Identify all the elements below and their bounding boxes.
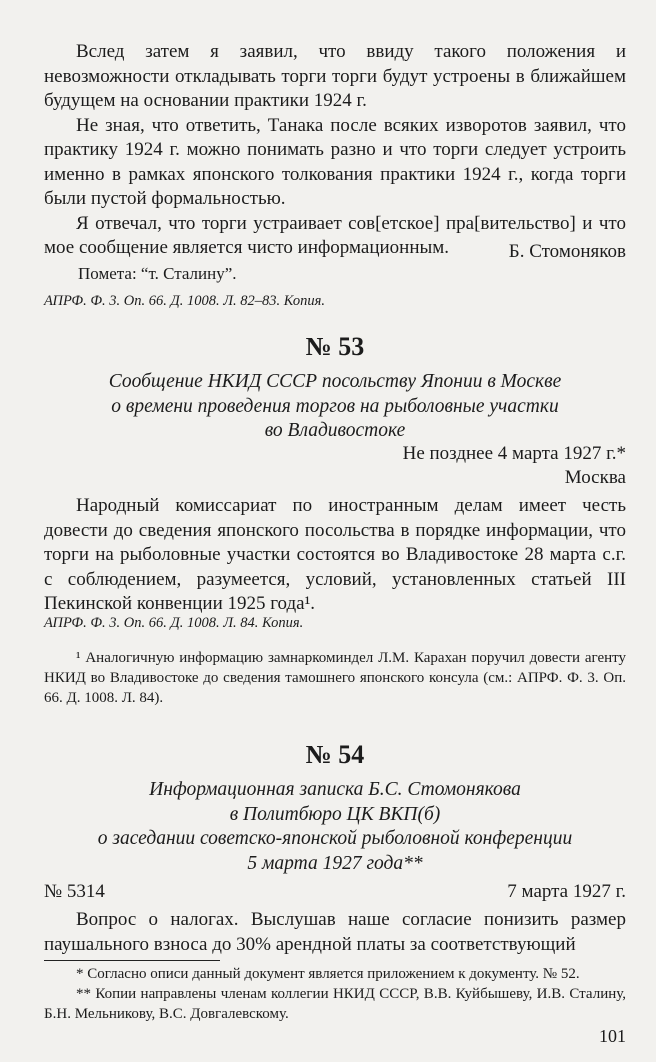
title-line: Сообщение НКИД СССР посольству Японии в Москве — [108, 371, 562, 392]
paragraph: Не зная, что ответить, Танака после всяких изворотов заявил, что практику 1924 г. можно понимать разно и что торги следует устроить именно в рамках японского толкования практики 1924 г., когда торги были пустой формальностью. — [44, 114, 626, 209]
registration-number: № 5314 — [44, 881, 105, 902]
title-line: о заседании советско-японской рыболовной конференции — [97, 828, 573, 849]
page-number: 101 — [599, 1026, 626, 1046]
footnote: ¹ Аналогичную информацию замнаркоминдел Л.М. Карахан поручил довести агенту НКИД во Владивостоке до сведения тамошнего японского консула (см.: АПРФ. Ф. 3. Оп. 66. Д. 1008. Л. 84). — [44, 650, 626, 706]
document-title — [44, 370, 626, 444]
signature: Б. Стомоняков — [508, 241, 626, 262]
document-number: № 54 — [305, 740, 365, 769]
document-place: Москва — [564, 467, 626, 488]
title-line: в Политбюро ЦК ВКП(б) — [229, 803, 441, 825]
document-number: № 53 — [305, 332, 365, 361]
title-line: 5 марта 1927 года** — [247, 852, 423, 874]
document-date: Не позднее 4 марта 1927 г.* — [402, 443, 626, 464]
document-meta-row — [44, 880, 626, 905]
footnote-rule — [44, 960, 220, 961]
document-date: 7 марта 1927 г. — [507, 881, 626, 902]
title-line: во Владивостоке — [264, 420, 406, 441]
continuation-text — [44, 40, 626, 261]
archive-ref: АПРФ. Ф. 3. Оп. 66. Д. 1008. Л. 82–83. Копия. — [44, 293, 325, 309]
document-body — [44, 494, 626, 617]
paragraph: Вопрос о налогах. Выслушав наше согласие понизить размер паушального взноса до 30% арендной платы за соответствующий — [44, 909, 626, 955]
document-body — [44, 908, 626, 957]
footnote: ** Копии направлены членам коллегии НКИД СССР, В.В. Куйбышеву, И.В. Сталину, Б.Н. Мельникову, В.С. Довгалевскому. — [44, 986, 626, 1022]
note: Помета: “т. Сталину”. — [78, 264, 237, 283]
document-title — [44, 778, 626, 876]
title-line: Информационная записка Б.С. Стомонякова — [149, 779, 521, 800]
footnote: * Согласно описи данный документ является приложением к документу. № 52. — [76, 966, 580, 982]
archive-ref: АПРФ. Ф. 3. Оп. 66. Д. 1008. Л. 84. Копия. — [44, 615, 304, 631]
paragraph: Народный комиссариат по иностранным делам имеет честь довести до сведения японского посольства в порядке информации, что торги на рыболовные участки состоятся во Владивостоке 28 марта с.г. с соблюдением, разумеется, условий, установленных статьей III Пекинской конвенции 1925 года¹. — [44, 495, 626, 614]
paragraph: Я отвечал, что торги устраивает сов[етское] пра[вительство] и что мое сообщение является чисто информационным. — [44, 212, 626, 258]
title-line: о времени проведения торгов на рыболовные участки — [111, 395, 559, 417]
paragraph: Вслед затем я заявил, что ввиду такого положения и невозможности откладывать торги торги будут устроены в ближайшем будущем на основании практики 1924 г. — [44, 41, 626, 111]
